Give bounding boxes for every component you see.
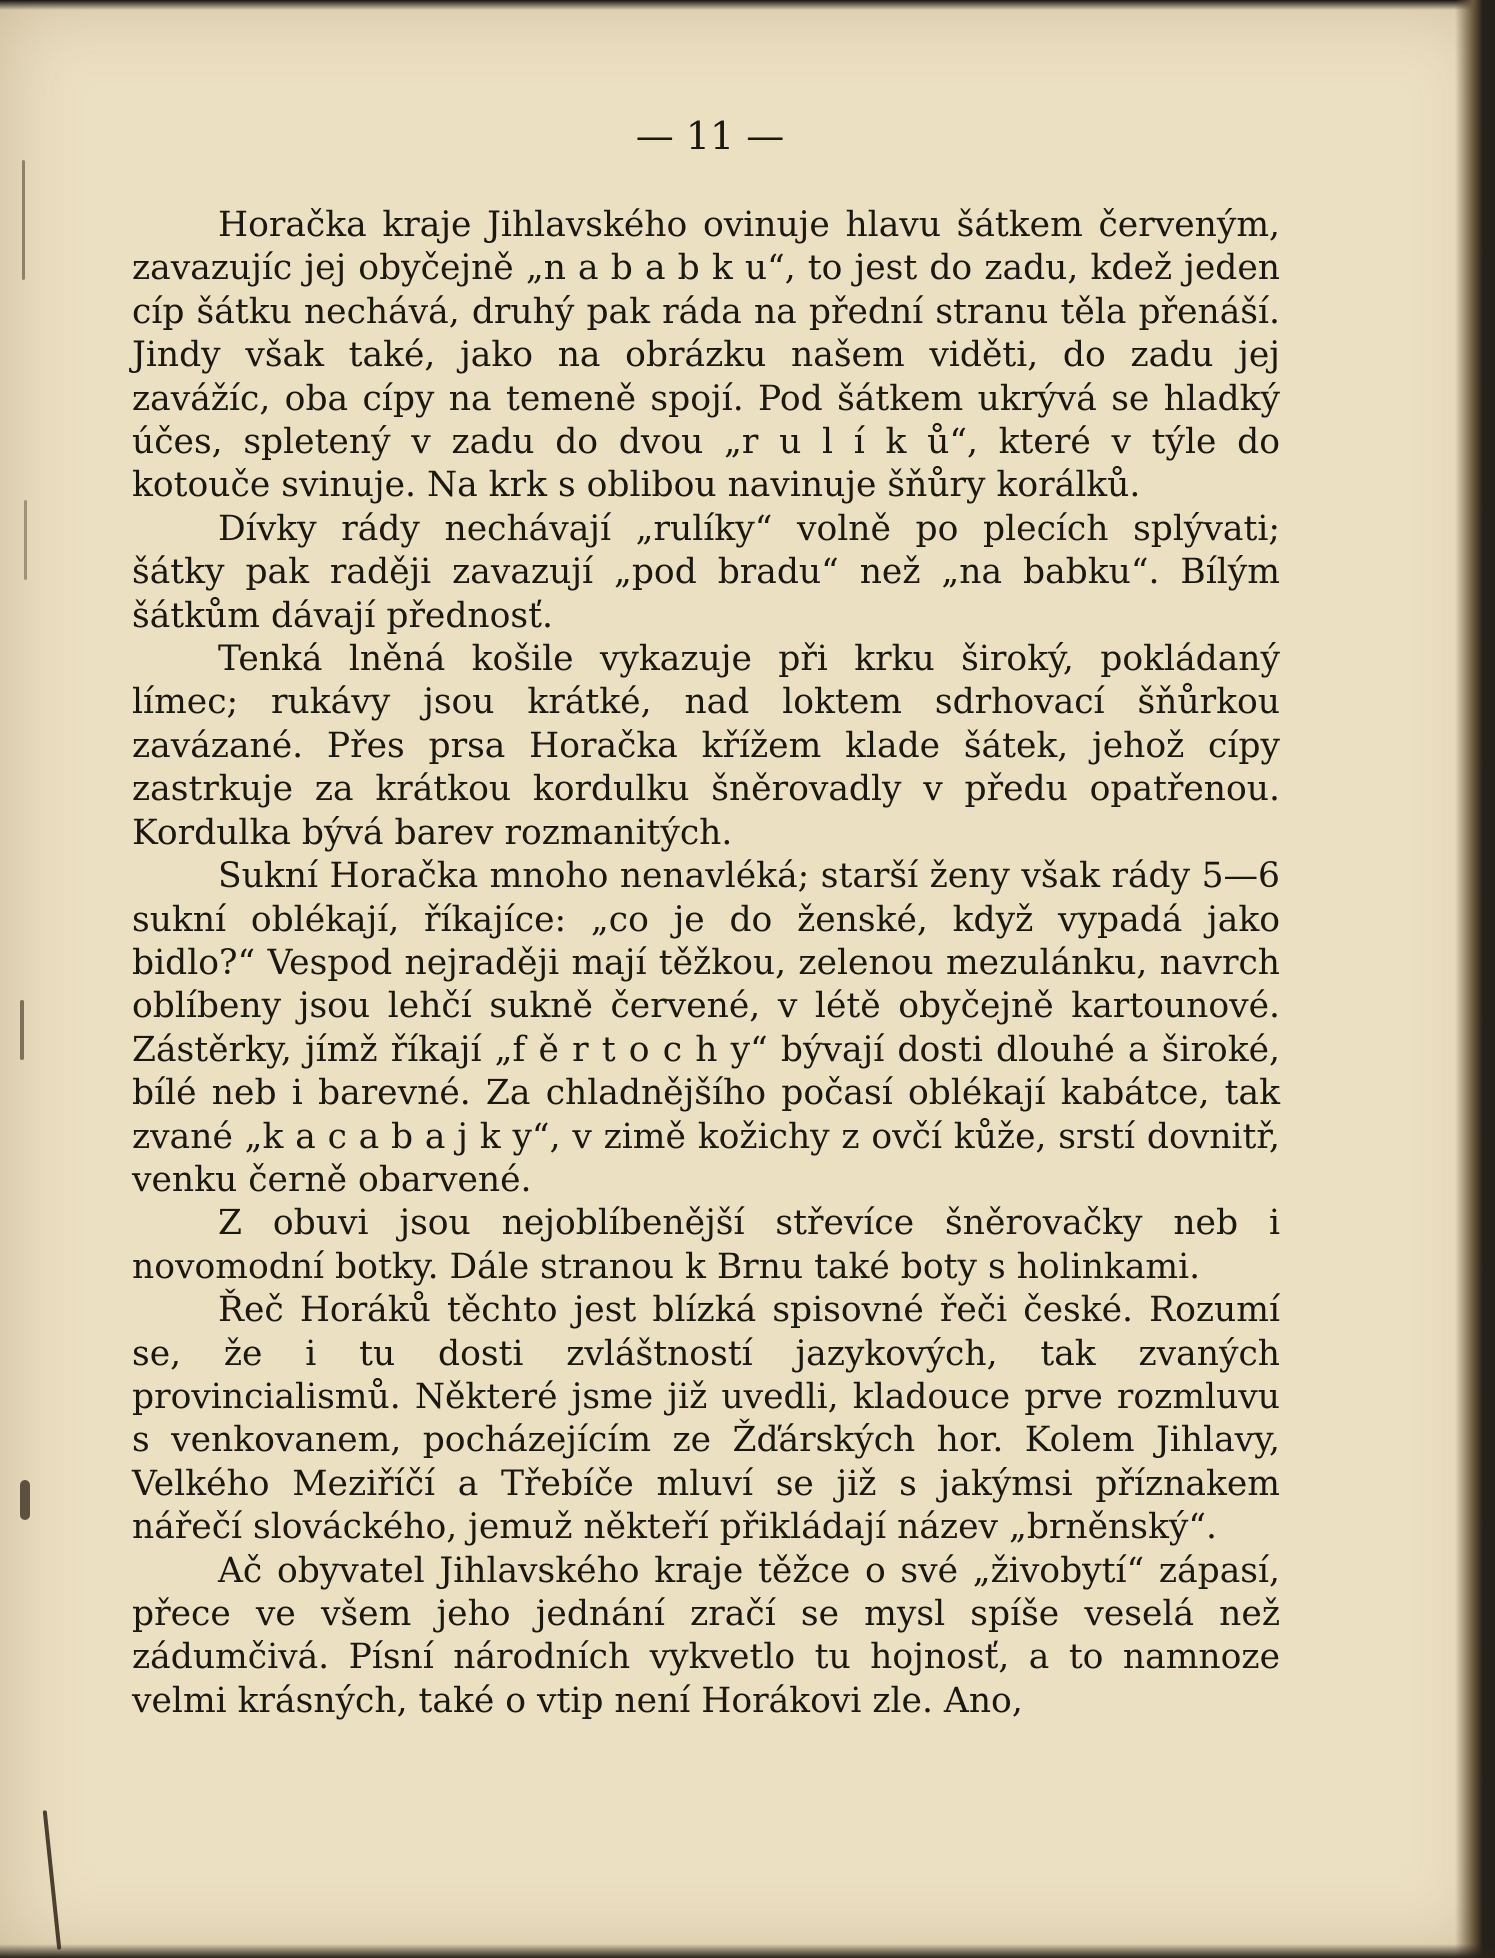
paragraph: Řeč Horáků těchto jest blízká spisovné řeči české. Rozumí se, že i tu dosti zvláštností jazykových, tak zvaných provincialismů. Některé jsme již uvedli, kladouce prve rozmluvu s venkovanem, pocházejícím ze Žďárských hor. Kolem Jihlavy, Velkého Meziříčí a Třebíče mluví se již s jakýmsi příznakem nářečí slováckého, jemuž někteří přikládají název „brněnský“. xyxy=(132,1290,1280,1548)
paragraph: Dívky rády nechávají „rulíky“ volně po plecích splývati; šátky pak raději zavazují „pod bradu“ než „na babku“. Bílým šátkům dávají přednosť. xyxy=(132,508,1280,636)
paragraph: Horačka kraje Jihlavského ovinuje hlavu šátkem červeným, zavazujíc jej obyčejně „n a b a b k u“, to jest do zadu, kdež jeden cíp šátku nechává, druhý pak ráda na přední stranu těla přenáší. Jindy však také, jako na obrázku našem viděti, do zadu jej zavážíc, oba cípy na temeně spojí. Pod šátkem ukrývá se hladký účes, spletený v zadu do dvou „r u l í k ů“, které v týle do kotouče svinuje. Na krk s oblibou navinuje šňůry korálků. xyxy=(132,205,1280,506)
paragraph: Tenká lněná košile vykazuje při krku široký, pokládaný límec; rukávy jsou krátké, nad loktem sdrhovací šňůrkou zavázané. Přes prsa Horačka křížem klade šátek, jehož cípy zastrkuje za krátkou kordulku šněrovadly v předu opatřenou. Kordulka bývá barev rozmanitých. xyxy=(132,639,1280,853)
page-bottom-edge xyxy=(0,1944,1495,1958)
binding-mark xyxy=(43,1810,62,1950)
paragraph: Z obuvi jsou nejoblíbenější střevíce šněrovačky neb i novomodní botky. Dále stranou k Brnu také boty s holinkami. xyxy=(132,1203,1280,1287)
paragraph: Ač obyvatel Jihlavského kraje těžce o své „živobytí“ zápasí, přece ve všem jeho jednání zračí se mysl spíše veselá než zádumčivá. Písní národních vykvetlo tu hojnosť, a to namnoze velmi krásných, také o vtip není Horákovi zle. Ano, xyxy=(132,1550,1280,1721)
binding-mark xyxy=(20,1000,24,1060)
page-top-shadow xyxy=(0,0,1495,10)
paragraph: Sukní Horačka mnoho nenavléká; starší ženy však rády 5—6 sukní oblékají, říkajíce: „co je do ženské, když vypadá jako bidlo?“ Vespod nejraději mají těžkou, zelenou mezulánku, navrch oblíbeny jsou lehčí sukně červené, v létě obyčejně kartounové. Zástěrky, jímž říkají „f ě r t o c h y“ bývají dosti dlouhé a široké, bílé neb i barevné. Za chladnějšího počasí oblékají kabátce, tak zvané „k a c a b a j k y“, v zimě kožichy z ovčí kůže, srstí dovnitř, venku černě obarvené. xyxy=(132,856,1280,1200)
body-text xyxy=(132,204,1280,1723)
page-right-edge xyxy=(1455,0,1495,1958)
binding-mark xyxy=(20,1480,30,1520)
binding-mark xyxy=(24,500,27,580)
binding-mark xyxy=(22,160,25,280)
page-number: — 11 — xyxy=(635,114,785,158)
